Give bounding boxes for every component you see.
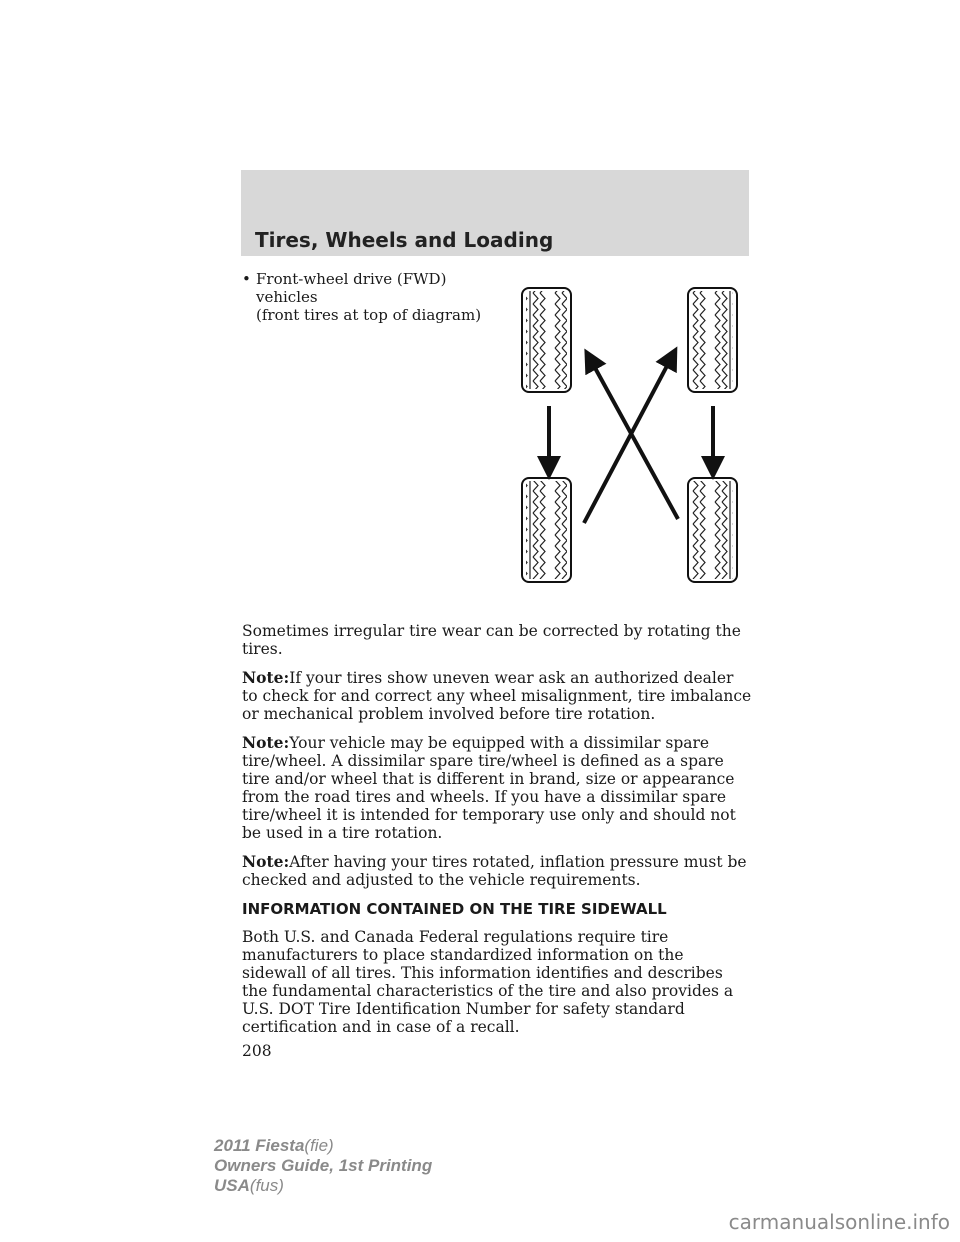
footer-line-2 <box>214 1156 432 1176</box>
footer-printing: Owners Guide, 1st Printing <box>214 1156 433 1175</box>
paragraph-rotation-intro: Sometimes irregular tire wear can be corrected by rotating the tires. <box>242 622 741 658</box>
tire-rear-left-icon <box>522 478 571 582</box>
bullet-line-2: (front tires at top of diagram) <box>256 306 482 324</box>
footer-model-code: (fie) <box>304 1136 334 1155</box>
tire-front-right-icon <box>688 288 737 392</box>
tire-rear-right-icon <box>688 478 737 582</box>
page-number: 208 <box>242 1042 272 1060</box>
sidewall-heading: INFORMATION CONTAINED ON THE TIRE SIDEWALL <box>242 900 667 918</box>
watermark: carmanualsonline.info <box>728 1210 950 1234</box>
arrow-cross-to-front-right-icon <box>584 364 668 523</box>
footer-market: USA <box>214 1176 250 1195</box>
note-3 <box>242 853 752 889</box>
bullet-symbol: • <box>242 270 251 288</box>
note-label: Note: <box>242 852 290 871</box>
footer-market-code: (fus) <box>249 1176 284 1195</box>
bullet-line-1: Front-wheel drive (FWD) vehicles <box>256 270 447 306</box>
paragraph-sidewall: Both U.S. and Canada Federal regulations require tire manufacturers to place standardized information on the sidewall of all tires. This information identifies and describes the fundamental characteristics of the tire and also provides a U.S. DOT Tire Identification Number for safety standard certification and in case of a recall. <box>242 928 734 1036</box>
tire-rotation-diagram <box>510 282 750 592</box>
note-label: Note: <box>242 733 290 752</box>
bullet-item-fwd <box>242 270 512 324</box>
body-text <box>242 622 752 1071</box>
note-2 <box>242 734 752 842</box>
note-2-text: Your vehicle may be equipped with a dissimilar spare tire/wheel. A dissimilar spare tire/wheel is defined as a spare tire and/or wheel that is different in brand, size or appearance from the road tires and wheels. If you have a dissimilar spare tire/wheel it is intended for temporary use only and should not be used in a tire rotation. <box>242 734 736 842</box>
section-header-bar <box>241 170 749 256</box>
tire-front-left-icon <box>522 288 571 392</box>
note-1-text: If your tires show uneven wear ask an authorized dealer to check for and correct any wheel misalignment, tire imbalance or mechanical problem involved before tire rotation. <box>242 669 752 723</box>
footer-model: 2011 Fiesta <box>214 1136 305 1155</box>
note-1 <box>242 669 752 723</box>
footer-print-info <box>214 1136 432 1196</box>
footer-line-3 <box>214 1176 432 1196</box>
footer-line-1 <box>214 1136 432 1156</box>
note-label: Note: <box>242 668 290 687</box>
note-3-text: After having your tires rotated, inflation pressure must be checked and adjusted to the vehicle requirements. <box>242 853 747 889</box>
section-title: Tires, Wheels and Loading <box>255 228 554 252</box>
arrow-cross-to-front-left-icon <box>594 366 678 519</box>
